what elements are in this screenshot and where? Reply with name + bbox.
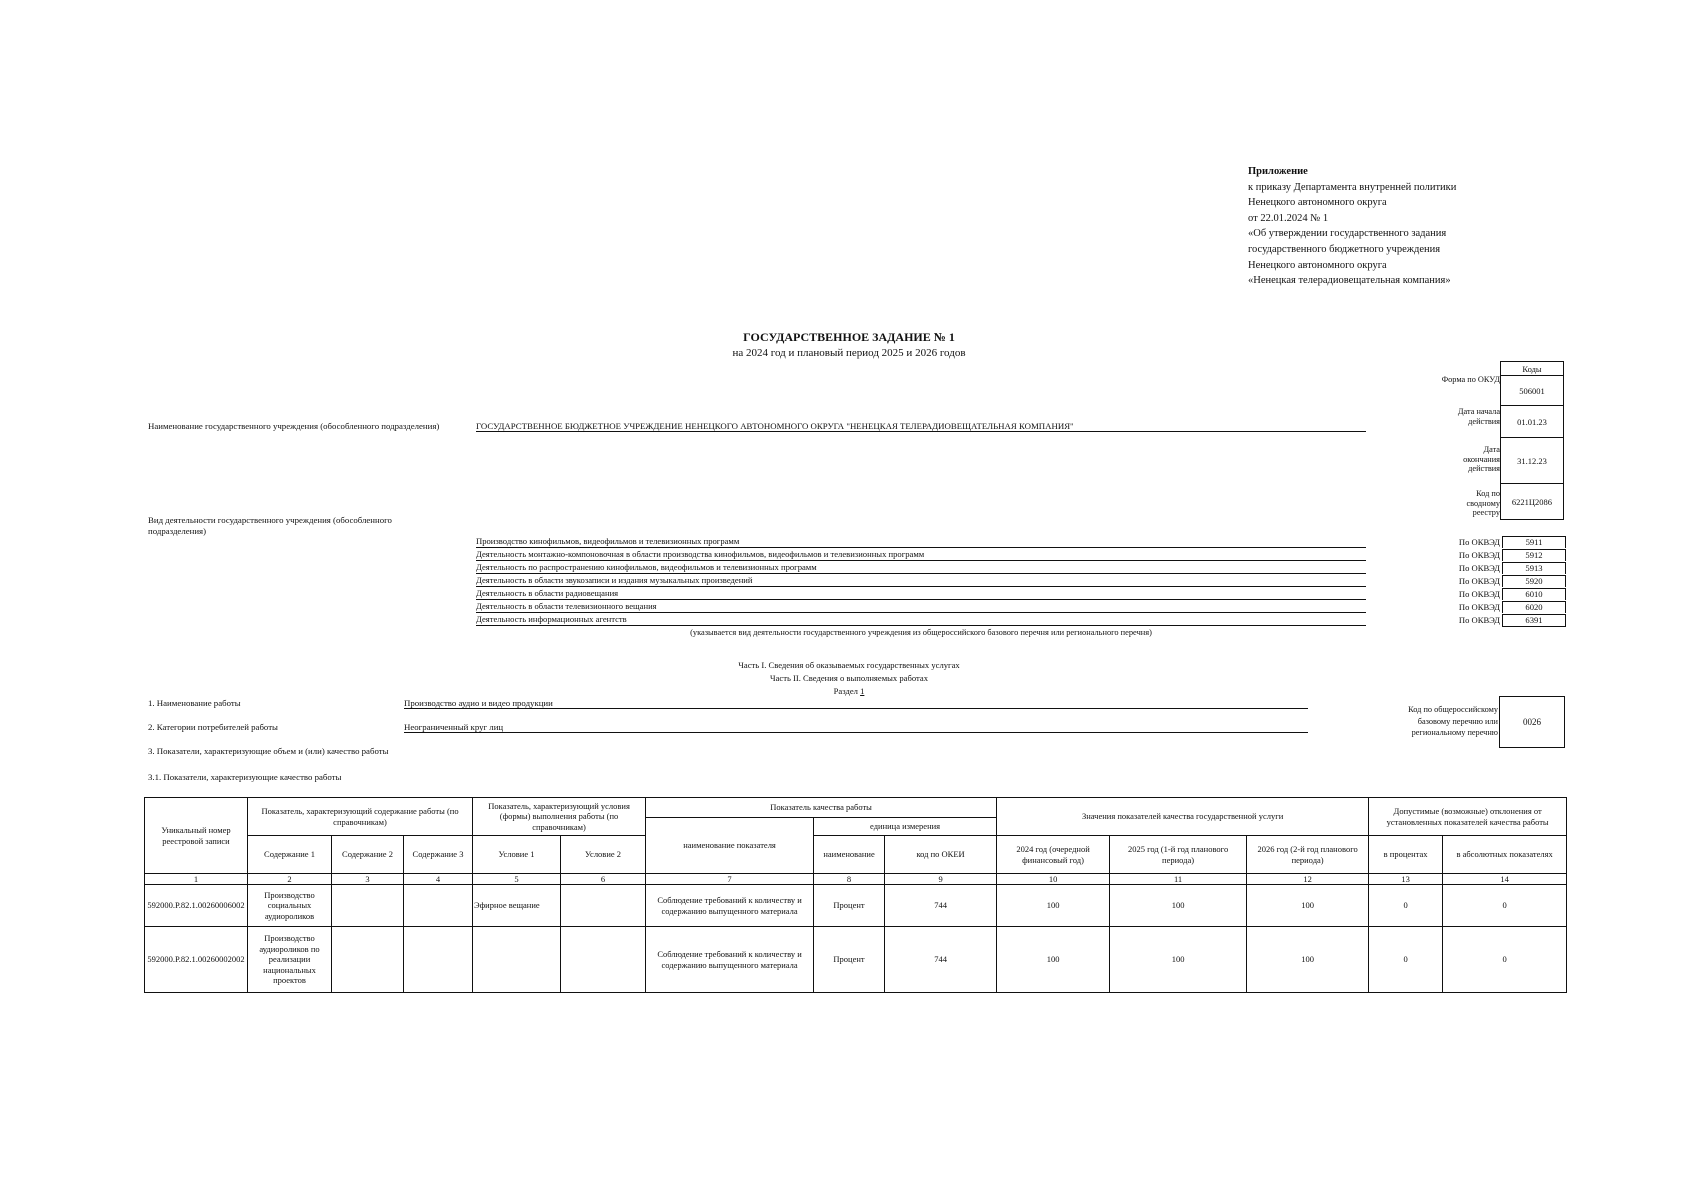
okved-code: 5911 bbox=[1502, 536, 1566, 548]
registry-label: Код по сводному реестру bbox=[1466, 489, 1500, 518]
unit-group-header: единица измерения bbox=[814, 818, 997, 836]
okved-label: По ОКВЭД bbox=[1458, 537, 1500, 547]
appendix-line: к приказу Департамента внутренней политики bbox=[1248, 181, 1457, 193]
deviation-group-header: Допустимые (возможные) отклонения от установленных показателей качества работы bbox=[1369, 798, 1567, 836]
codes-header: Коды bbox=[1501, 362, 1564, 376]
table-row bbox=[145, 885, 1567, 927]
appendix-line: «Об утверждении государственного задания bbox=[1248, 228, 1447, 240]
column-number: 7 bbox=[646, 874, 814, 885]
content2-cell bbox=[332, 885, 404, 927]
okud-code: 506001 bbox=[1501, 376, 1564, 406]
okei-code-header: код по ОКЕИ bbox=[885, 836, 997, 874]
content3-header: Содержание 3 bbox=[404, 836, 473, 874]
quality-label: 3.1. Показатели, характеризующие качество работы bbox=[148, 772, 342, 782]
activity-note: (указывается вид деятельности государственного учреждения из общероссийского базового перечня или регионального перечня) bbox=[690, 628, 1152, 637]
registry-id-cell: 592000.Р.82.1.00260002002 bbox=[145, 927, 248, 993]
activity-item: Производство кинофильмов, видеофильмов и телевизионных программ bbox=[476, 536, 1366, 548]
activity-item: Деятельность в области звукозаписи и издания музыкальных произведений bbox=[476, 575, 1366, 587]
okved-code: 6020 bbox=[1502, 601, 1566, 613]
institution-label: Наименование государственного учреждения (обособленного подразделения) bbox=[148, 421, 440, 431]
indicator-cell: Соблюдение требований к количеству и содержанию выпущенного материала bbox=[646, 885, 814, 927]
okud-label: Форма по ОКУД bbox=[1441, 375, 1500, 384]
appendix-block bbox=[1248, 164, 1456, 289]
activity-item: Деятельность в области телевизионного вещания bbox=[476, 601, 1366, 613]
content3-cell bbox=[404, 927, 473, 993]
work-category-label: 2. Категории потребителей работы bbox=[148, 722, 278, 732]
value-2026-cell: 100 bbox=[1247, 885, 1369, 927]
unique-number-header: Уникальный номер реестровой записи bbox=[145, 798, 248, 874]
value-2026-cell: 100 bbox=[1247, 927, 1369, 993]
indicators-label: 3. Показатели, характеризующие объем и (или) качество работы bbox=[148, 746, 389, 756]
absolute-header: в абсолютных показателях bbox=[1443, 836, 1567, 874]
condition1-header: Условие 1 bbox=[473, 836, 561, 874]
work-name-label: 1. Наименование работы bbox=[148, 698, 241, 708]
registry-code: 6221Ц2086 bbox=[1501, 484, 1564, 520]
okved-code: 5913 bbox=[1502, 562, 1566, 574]
content1-cell: Производство аудиороликов по реализации национальных проектов bbox=[248, 927, 332, 993]
appendix-line: «Ненецкая телерадиовещательная компания» bbox=[1248, 275, 1451, 287]
okved-label: По ОКВЭД bbox=[1458, 602, 1500, 612]
unit-name-header: наименование bbox=[814, 836, 885, 874]
condition2-cell bbox=[561, 927, 646, 993]
activity-item: Деятельность информационных агентств bbox=[476, 614, 1366, 626]
appendix-line: Ненецкого автономного округа bbox=[1248, 197, 1387, 209]
condition1-cell bbox=[473, 927, 561, 993]
indicator-name-header: наименование показателя bbox=[646, 818, 814, 874]
table-row bbox=[145, 927, 1567, 993]
basecode-value: 0026 bbox=[1499, 696, 1565, 748]
start-date-label: Дата начала действия bbox=[1457, 407, 1500, 426]
percent-cell: 0 bbox=[1369, 885, 1443, 927]
section-number: 1 bbox=[860, 686, 865, 696]
codes-table bbox=[1500, 361, 1564, 520]
year-2026-header: 2026 год (2-й год планового периода) bbox=[1247, 836, 1369, 874]
appendix-line: государственного бюджетного учреждения bbox=[1248, 243, 1441, 255]
unit-cell: Процент bbox=[814, 927, 885, 993]
column-number: 13 bbox=[1369, 874, 1443, 885]
content3-cell bbox=[404, 885, 473, 927]
activity-item: Деятельность в области радиовещания bbox=[476, 588, 1366, 600]
column-number: 2 bbox=[248, 874, 332, 885]
column-number: 9 bbox=[885, 874, 997, 885]
unit-cell: Процент bbox=[814, 885, 885, 927]
okved-code: 6010 bbox=[1502, 588, 1566, 600]
condition1-cell: Эфирное вещание bbox=[473, 885, 561, 927]
okved-label: По ОКВЭД bbox=[1458, 589, 1500, 599]
okved-label: По ОКВЭД bbox=[1458, 550, 1500, 560]
content1-cell: Производство социальных аудиороликов bbox=[248, 885, 332, 927]
column-number: 14 bbox=[1443, 874, 1567, 885]
year-2024-header: 2024 год (очередной финансовый год) bbox=[997, 836, 1110, 874]
values-group-header: Значения показателей качества государственной услуги bbox=[997, 798, 1369, 836]
appendix-line: Ненецкого автономного округа bbox=[1248, 259, 1387, 271]
absolute-cell: 0 bbox=[1443, 885, 1567, 927]
content-group-header: Показатель, характеризующий содержание работы (по справочникам) bbox=[248, 798, 473, 836]
institution-name: ГОСУДАРСТВЕННОЕ БЮДЖЕТНОЕ УЧРЕЖДЕНИЕ НЕНЕЦКОГО АВТОНОМНОГО ОКРУГА "НЕНЕЦКАЯ ТЕЛЕРАДИОВЕЩАТЕЛЬНАЯ КОМПАНИЯ" bbox=[476, 421, 1366, 432]
column-number: 5 bbox=[473, 874, 561, 885]
column-number: 12 bbox=[1247, 874, 1369, 885]
content1-header: Содержание 1 bbox=[248, 836, 332, 874]
part1-heading: Часть I. Сведения об оказываемых государственных услугах bbox=[738, 660, 960, 670]
percent-header: в процентах bbox=[1369, 836, 1443, 874]
okved-label: По ОКВЭД bbox=[1458, 563, 1500, 573]
value-2025-cell: 100 bbox=[1110, 885, 1247, 927]
okved-code: 6391 bbox=[1502, 614, 1566, 627]
column-number: 10 bbox=[997, 874, 1110, 885]
activity-label: Вид деятельности государственного учреждения (обособленного подразделения) bbox=[148, 515, 392, 536]
appendix-line: Приложение bbox=[1248, 166, 1308, 177]
value-2024-cell: 100 bbox=[997, 927, 1110, 993]
absolute-cell: 0 bbox=[1443, 927, 1567, 993]
okved-label: По ОКВЭД bbox=[1458, 615, 1500, 625]
column-number: 3 bbox=[332, 874, 404, 885]
value-2024-cell: 100 bbox=[997, 885, 1110, 927]
activity-item: Деятельность монтажно-компоновочная в области производства кинофильмов, видеофильмов и телевизионных программ bbox=[476, 549, 1366, 561]
document-title: ГОСУДАРСТВЕННОЕ ЗАДАНИЕ № 1 bbox=[743, 330, 955, 344]
condition2-cell bbox=[561, 885, 646, 927]
registry-id-cell: 592000.Р.82.1.00260006002 bbox=[145, 885, 248, 927]
value-2025-cell: 100 bbox=[1110, 927, 1247, 993]
work-category-value: Неограниченный круг лиц bbox=[404, 722, 1308, 733]
column-number: 1 bbox=[145, 874, 248, 885]
quality-group-header: Показатель качества работы bbox=[646, 798, 997, 818]
part2-heading: Часть II. Сведения о выполняемых работах bbox=[770, 673, 928, 683]
okei-cell: 744 bbox=[885, 885, 997, 927]
section-prefix: Раздел bbox=[833, 686, 858, 696]
document-subtitle: на 2024 год и плановый период 2025 и 2026 годов bbox=[732, 347, 966, 359]
section-heading bbox=[0, 686, 1698, 696]
column-number: 6 bbox=[561, 874, 646, 885]
start-date-value: 01.01.23 bbox=[1501, 406, 1564, 438]
condition2-header: Условие 2 bbox=[561, 836, 646, 874]
work-name-value: Производство аудио и видео продукции bbox=[404, 698, 1308, 709]
column-number: 8 bbox=[814, 874, 885, 885]
content2-cell bbox=[332, 927, 404, 993]
year-2025-header: 2025 год (1-й год планового периода) bbox=[1110, 836, 1247, 874]
okved-code: 5912 bbox=[1502, 549, 1566, 561]
end-date-value: 31.12.23 bbox=[1501, 438, 1564, 484]
end-date-label: Дата окончания действия bbox=[1463, 445, 1500, 474]
okved-code: 5920 bbox=[1502, 575, 1566, 587]
indicator-cell: Соблюдение требований к количеству и содержанию выпущенного материала bbox=[646, 927, 814, 993]
activity-item: Деятельность по распространению кинофильмов, видеофильмов и телевизионных программ bbox=[476, 562, 1366, 574]
okved-label: По ОКВЭД bbox=[1458, 576, 1500, 586]
quality-table bbox=[144, 797, 1567, 993]
basecode-label: Код по общероссийскому базовому перечню или региональному перечню bbox=[1408, 705, 1498, 737]
column-number: 11 bbox=[1110, 874, 1247, 885]
conditions-group-header: Показатель, характеризующий условия (формы) выполнения работы (по справочникам) bbox=[473, 798, 646, 836]
percent-cell: 0 bbox=[1369, 927, 1443, 993]
okei-cell: 744 bbox=[885, 927, 997, 993]
appendix-line: от 22.01.2024 № 1 bbox=[1248, 212, 1329, 224]
column-number: 4 bbox=[404, 874, 473, 885]
content2-header: Содержание 2 bbox=[332, 836, 404, 874]
